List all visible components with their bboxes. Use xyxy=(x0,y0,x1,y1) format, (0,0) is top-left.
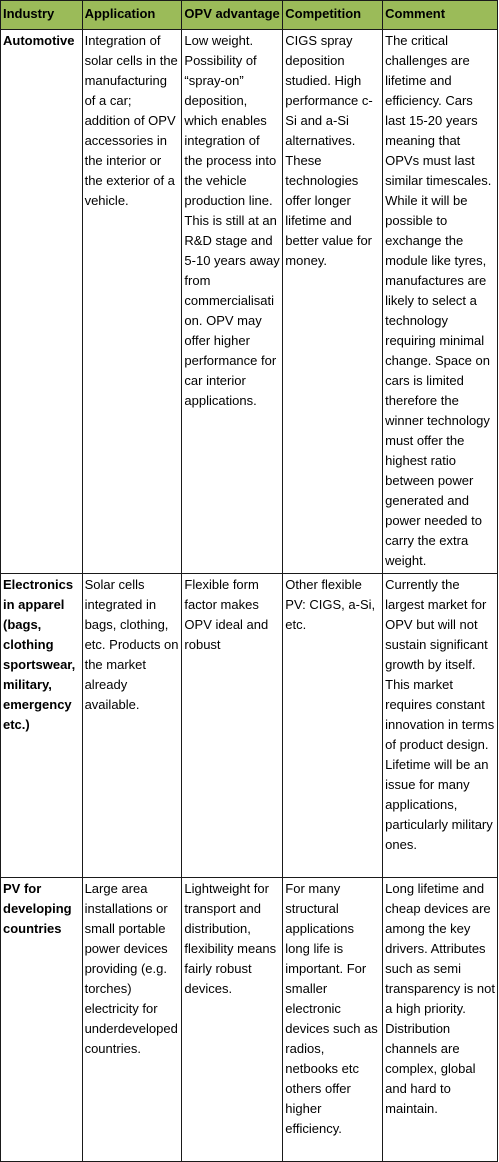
application-cell: Large area installations or small portable power devices providing (e.g. torches) electricity for underdeveloped countries. xyxy=(82,878,182,1162)
opv-advantage-cell: Flexible form factor makes OPV ideal and robust xyxy=(182,574,283,878)
header-application: Application xyxy=(82,1,182,30)
application-cell: Integration of solar cells in the manufacturing of a car; addition of OPV accessories in the interior or the exterior of a vehicle. xyxy=(82,30,182,574)
header-row xyxy=(1,1,498,30)
industry-cell: Automotive xyxy=(1,30,83,574)
comment-cell: Long lifetime and cheap devices are among the key drivers. Attributes such as semi transparency is not a high priority. Distribution channels are complex, global and hard to maintain. xyxy=(383,878,498,1162)
table-row xyxy=(1,30,498,574)
table-body xyxy=(1,30,498,1162)
competition-cell: CIGS spray deposition studied. High performance c-Si and a-Si alternatives. These technologies offer longer lifetime and better value for money. xyxy=(283,30,383,574)
comment-cell: The critical challenges are lifetime and efficiency. Cars last 15-20 years meaning that OPVs must last similar timescales. While it will be possible to exchange the module like tyres, manufactures are likely to select a technology requiring minimal change. Space on cars is limited therefore the winner technology must offer the highest ratio between power generated and power needed to carry the extra weight. xyxy=(383,30,498,574)
table-row xyxy=(1,574,498,878)
comment-cell: Currently the largest market for OPV but will not sustain significant growth by itself. This market requires constant innovation in terms of product design. Lifetime will be an issue for many applications, particularly military ones. xyxy=(383,574,498,878)
header-competition: Competition xyxy=(283,1,383,30)
opv-advantage-cell: Low weight. Possibility of “spray-on” deposition, which enables integration of the process into the vehicle production line. This is still at an R&D stage and 5-10 years away from commercialisation. OPV may offer higher performance for car interior applications. xyxy=(182,30,283,574)
header-opv-advantage: OPV advantage xyxy=(182,1,283,30)
header-industry: Industry xyxy=(1,1,83,30)
industry-cell: PV for developing countries xyxy=(1,878,83,1162)
table-header xyxy=(1,1,498,30)
header-comment: Comment xyxy=(383,1,498,30)
industry-cell: Electronics in apparel (bags, clothing sportswear, military, emergency etc.) xyxy=(1,574,83,878)
table-row xyxy=(1,878,498,1162)
competition-cell: For many structural applications long life is important. For smaller electronic devices such as radios, netbooks etc others offer higher efficiency. xyxy=(283,878,383,1162)
competition-cell: Other flexible PV: CIGS, a-Si, etc. xyxy=(283,574,383,878)
opv-advantage-cell: Lightweight for transport and distribution, flexibility means fairly robust devices. xyxy=(182,878,283,1162)
application-cell: Solar cells integrated in bags, clothing, etc. Products on the market already available. xyxy=(82,574,182,878)
